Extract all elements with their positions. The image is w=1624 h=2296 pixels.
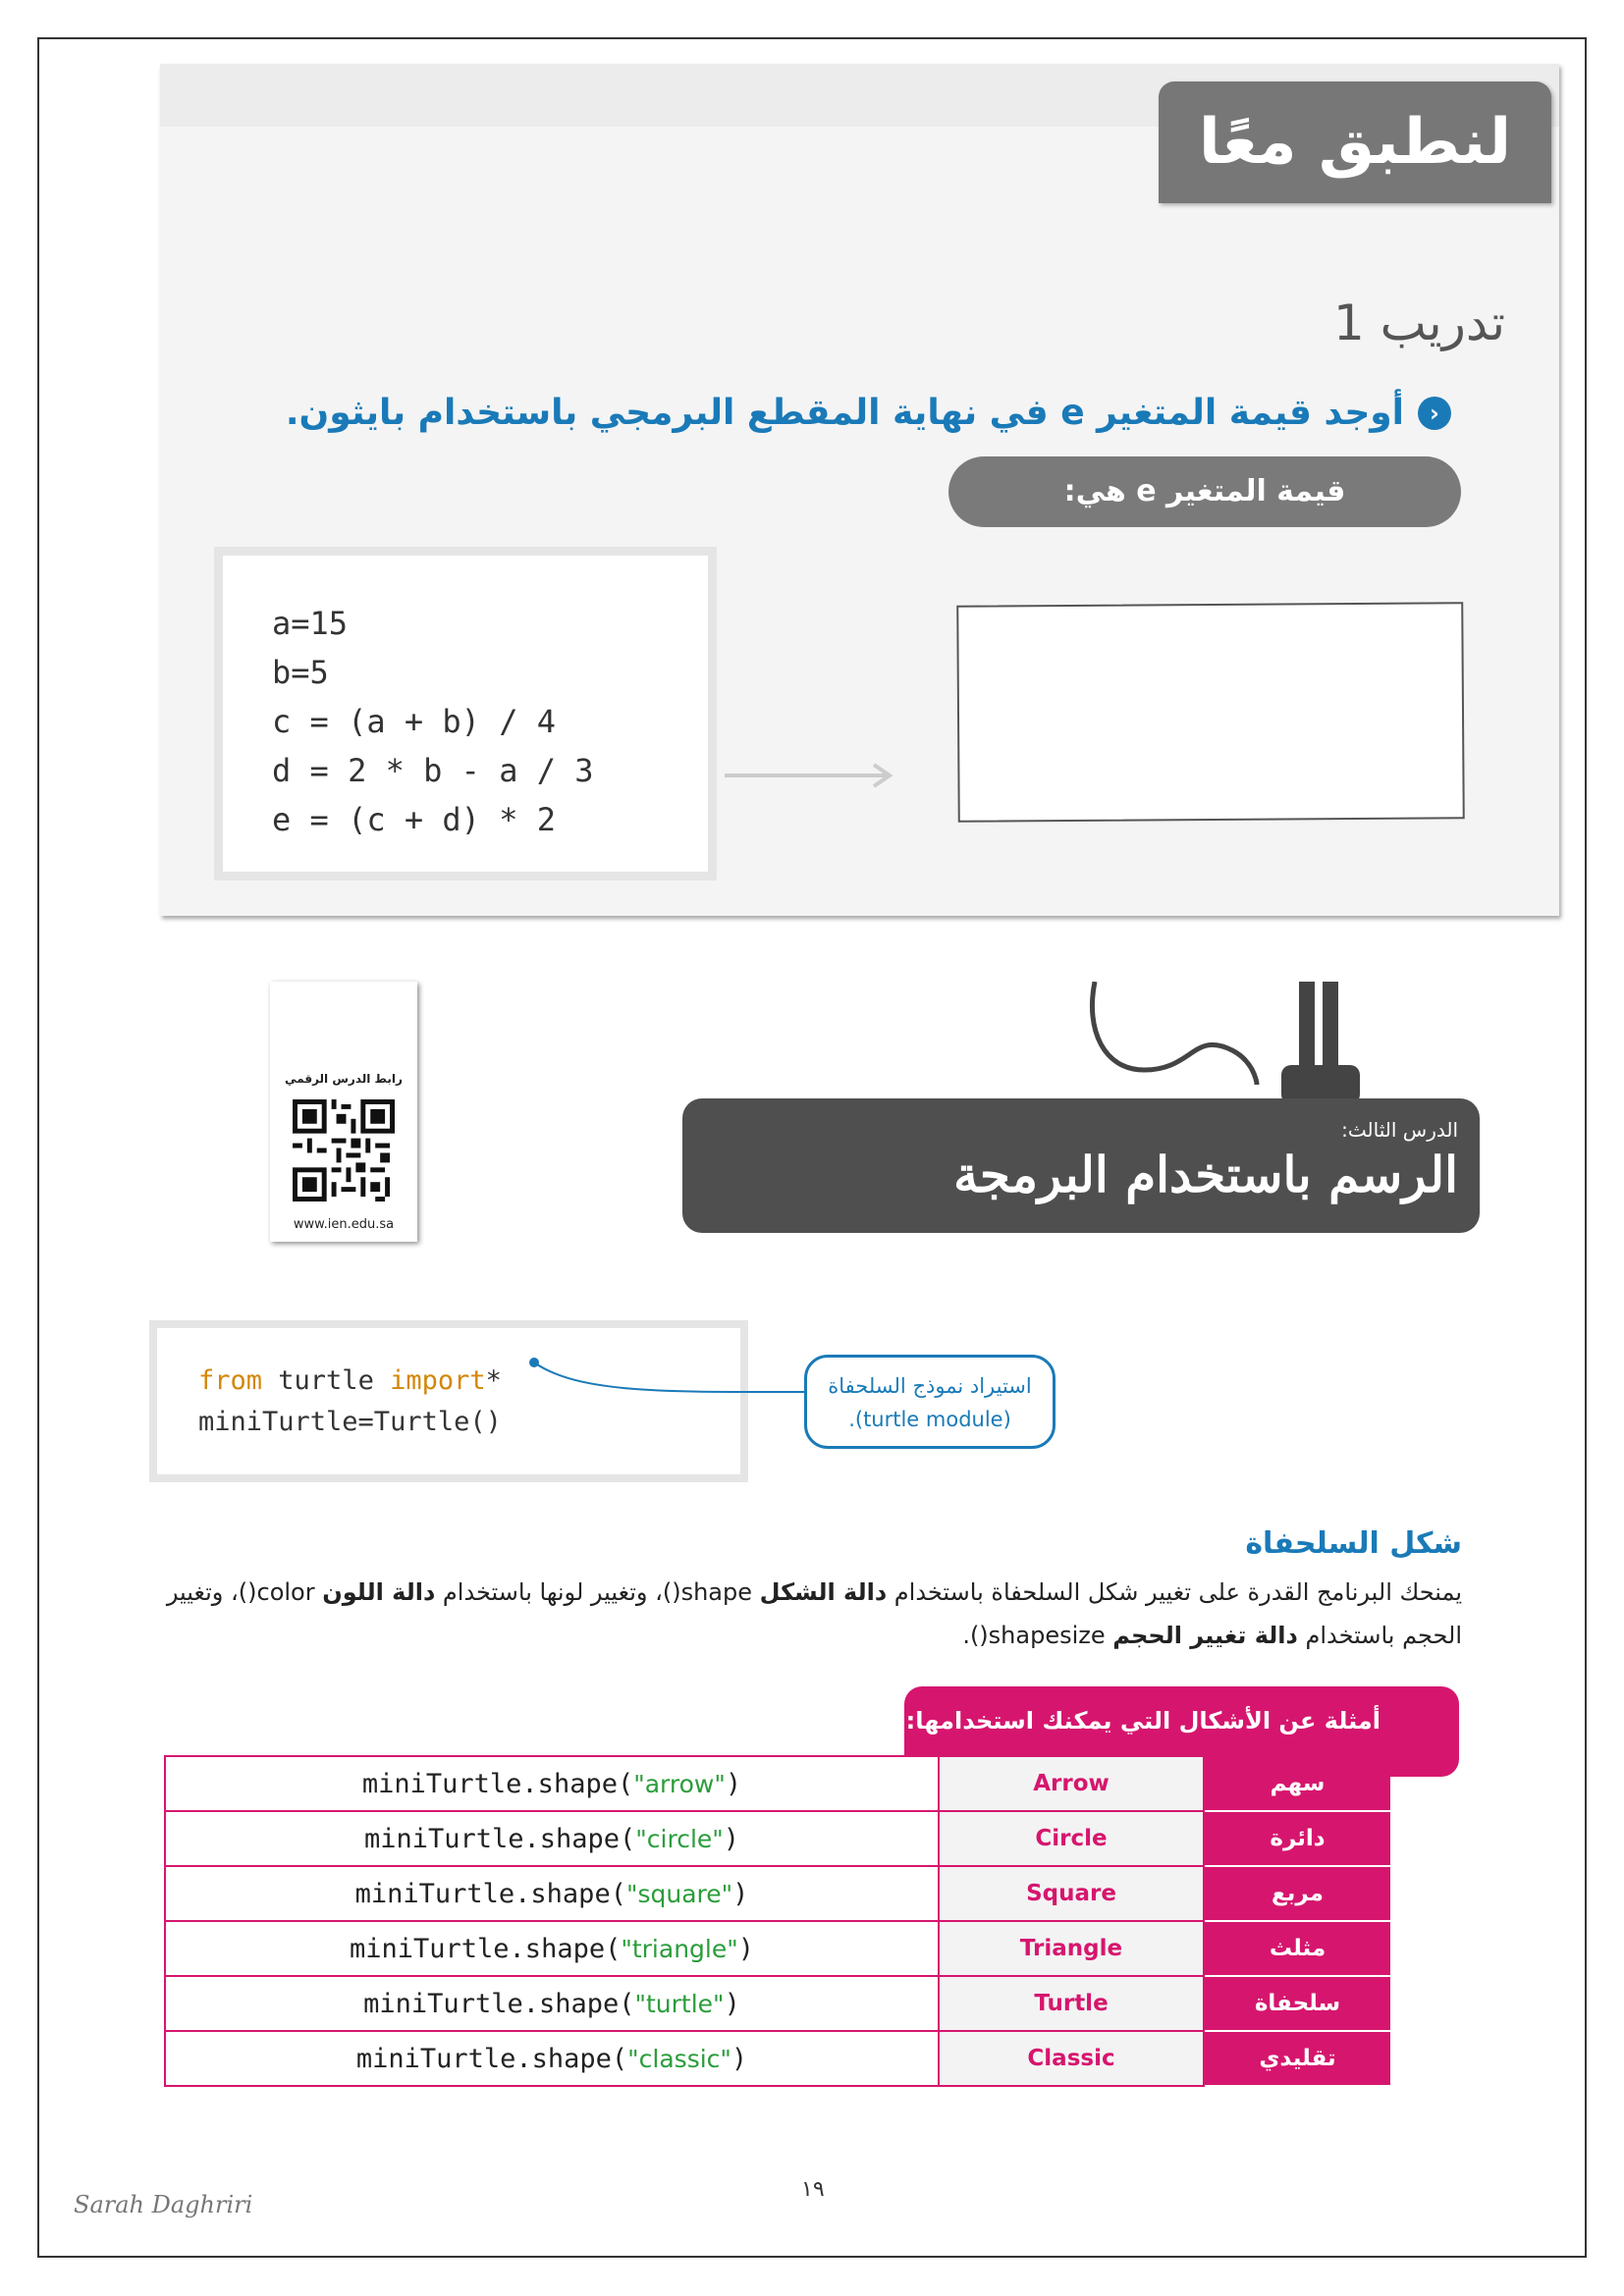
code-suffix: ) (725, 1768, 742, 1799)
table-row (165, 2031, 1390, 2086)
exercise-title: تدريب 1 (1332, 294, 1505, 351)
callout-line: استيراد نموذج السلحفاة (828, 1374, 1032, 1398)
code-line: a=15 (272, 605, 349, 642)
code-prefix: miniTurtle.shape( (361, 1768, 634, 1799)
module-name: turtle (262, 1365, 391, 1396)
keyword-import: import (390, 1365, 486, 1396)
code-suffix: ) (724, 1988, 740, 2019)
lesson-banner (682, 1098, 1480, 1233)
code-cell (165, 1976, 939, 2031)
keyword-from: from (198, 1365, 263, 1396)
code-prefix: miniTurtle.shape( (350, 1933, 622, 1964)
import-star: * (485, 1365, 502, 1396)
string-arg: "circle" (635, 1824, 724, 1853)
bold-term: دالة تغيير الحجم (1112, 1622, 1298, 1649)
table-row (165, 1976, 1390, 2031)
code-line: e = (c + d) * 2 (272, 801, 556, 838)
table-row (165, 1866, 1390, 1921)
qr-code-icon (293, 1099, 395, 1201)
code-cell (165, 1811, 939, 1866)
answer-input-box[interactable] (956, 602, 1465, 823)
text-run: shape()، وتغيير لونها باستخدام (435, 1578, 760, 1606)
arabic-cell: سلحفاة (1204, 1976, 1390, 2031)
body-paragraph (156, 1571, 1462, 1657)
code-suffix: ) (723, 1823, 740, 1854)
text-run: color()، وتغيير الحجم باستخدام (166, 1578, 1462, 1649)
text-run: shapesize(). (962, 1622, 1113, 1649)
english-cell: Classic (939, 2031, 1204, 2086)
english-cell: Triangle (939, 1921, 1204, 1976)
code-cell (165, 1921, 939, 1976)
arabic-cell: دائرة (1204, 1811, 1390, 1866)
qr-caption: رابط الدرس الرقمي (285, 1072, 403, 1086)
english-cell: Circle (939, 1811, 1204, 1866)
code-suffix: ) (737, 1933, 754, 1964)
arabic-cell: مثلث (1204, 1921, 1390, 1976)
bold-term: دالة اللون (322, 1578, 436, 1606)
code-prefix: miniTurtle.shape( (363, 1988, 635, 2019)
arabic-cell: مربع (1204, 1866, 1390, 1921)
text-run: يمنحك البرنامج القدرة على تغيير شكل السلحفاة باستخدام (887, 1578, 1462, 1606)
bold-term: دالة الشكل (759, 1578, 888, 1606)
string-arg: "classic" (627, 2044, 731, 2073)
string-arg: "triangle" (621, 1934, 738, 1963)
code-cell (165, 1866, 939, 1921)
arabic-cell: تقليدي (1204, 2031, 1390, 2086)
english-cell: Arrow (939, 1756, 1204, 1811)
arabic-cell: سهم (1204, 1756, 1390, 1811)
code-cell (165, 1756, 939, 1811)
question-row (286, 393, 1451, 433)
chevron-bullet-icon: ‹ (1418, 397, 1451, 430)
code-panel (214, 547, 717, 881)
code-cell (165, 2031, 939, 2086)
page-number: ١٩ (801, 2177, 825, 2202)
import-line (198, 1365, 502, 1396)
string-arg: "square" (625, 1879, 733, 1908)
code-line: c = (a + b) / 4 (272, 703, 556, 740)
shapes-table (164, 1755, 1390, 2087)
exercise-card (160, 64, 1559, 916)
english-cell: Square (939, 1866, 1204, 1921)
answer-label: قيمة المتغير e هي: (948, 456, 1461, 527)
import-callout (804, 1355, 1056, 1449)
code-suffix: ) (732, 1878, 749, 1909)
import-line: miniTurtle=Turtle() (198, 1407, 502, 1437)
english-cell: Turtle (939, 1976, 1204, 2031)
string-arg: "arrow" (633, 1769, 726, 1798)
qr-card[interactable] (270, 982, 417, 1242)
table-row (165, 1811, 1390, 1866)
lesson-title: الرسم باستخدام البرمجة (953, 1146, 1458, 1203)
code-line: d = 2 * b - a / 3 (272, 752, 594, 789)
table-row (165, 1921, 1390, 1976)
table-header: أمثلة عن الأشكال التي يمكنك استخدامها: (904, 1686, 1459, 1777)
arrow-right-icon (725, 761, 901, 790)
code-suffix: ) (731, 2043, 748, 2074)
callout-line: (turtle module). (848, 1408, 1011, 1431)
author-signature: Sarah Daghriri (74, 2191, 253, 2218)
code-prefix: miniTurtle.shape( (363, 1823, 636, 1854)
section-tab: لنطبق معًا (1159, 81, 1551, 203)
lesson-eyebrow: الدرس الثالث: (1341, 1118, 1458, 1142)
table-row (165, 1756, 1390, 1811)
callout-connector (520, 1355, 815, 1414)
code-prefix: miniTurtle.shape( (354, 1878, 626, 1909)
string-arg: "turtle" (634, 1989, 725, 2018)
qr-url[interactable]: www.ien.edu.sa (293, 1217, 395, 1232)
code-prefix: miniTurtle.shape( (355, 2043, 628, 2074)
question-text: أوجد قيمة المتغير e في نهاية المقطع البرمجي باستخدام بايثون. (285, 393, 1404, 433)
section-heading: شكل السلحفاة (1245, 1526, 1462, 1561)
code-line: b=5 (272, 654, 329, 691)
